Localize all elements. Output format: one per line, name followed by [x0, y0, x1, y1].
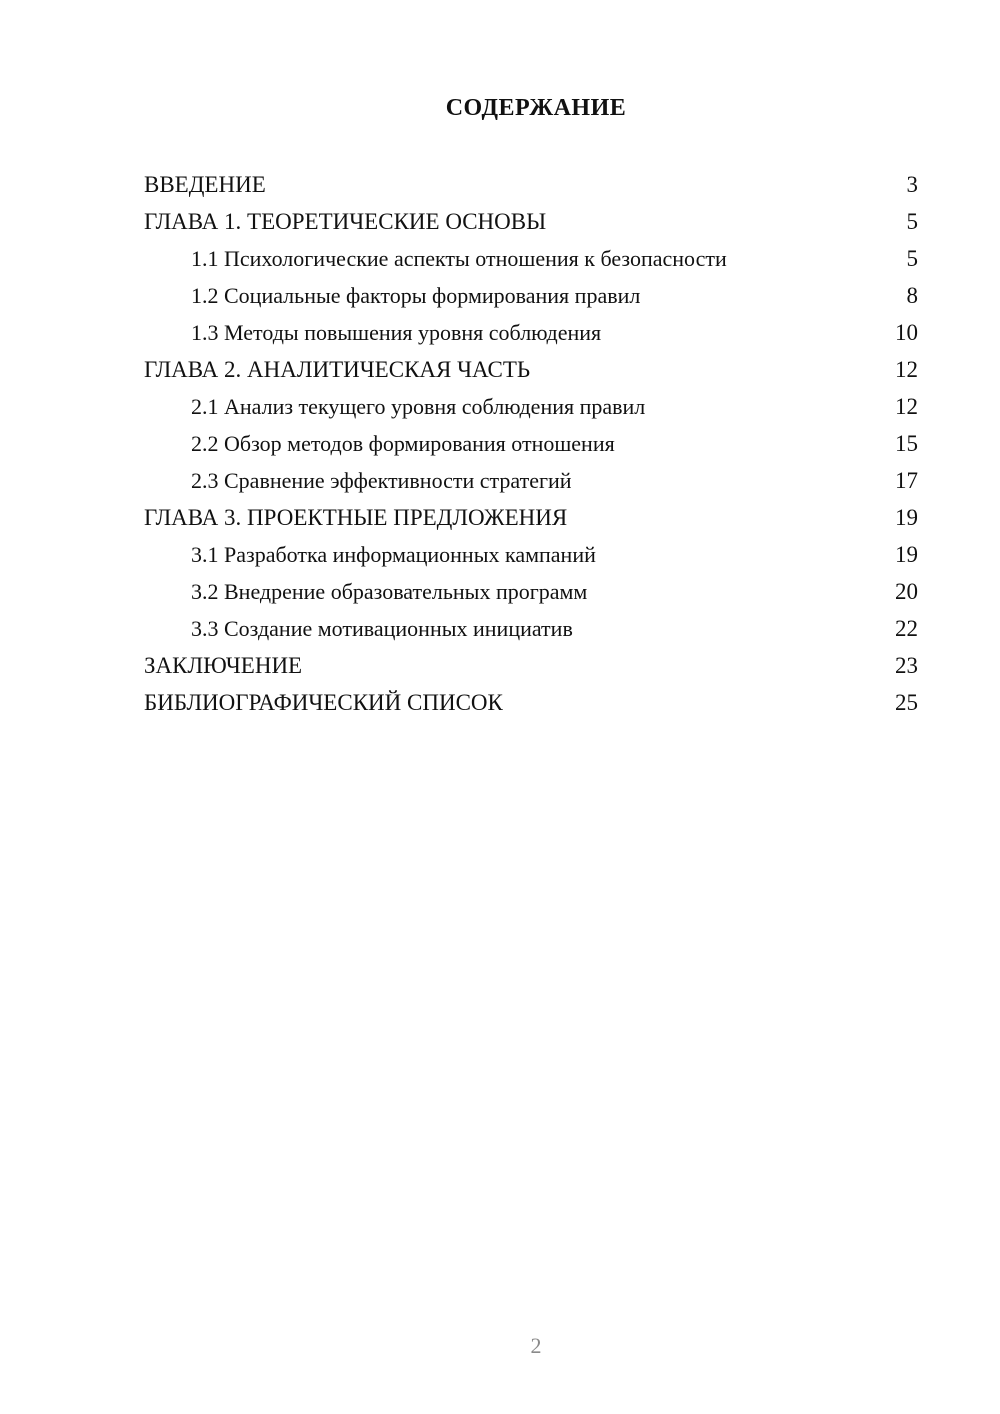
- toc-entry: [144, 351, 918, 388]
- toc-entry: [144, 647, 918, 684]
- toc-subentry-label: 2.2 Обзор методов формирования отношения: [191, 431, 615, 456]
- toc-subentry-page: 19: [895, 542, 918, 567]
- toc-entry-page: 12: [895, 357, 918, 382]
- toc-subentry: [144, 573, 918, 610]
- toc-subentry-page: 12: [895, 394, 918, 419]
- toc-subentry-label: 2.1 Анализ текущего уровня соблюдения правил: [191, 394, 646, 419]
- toc-subentry-label: 1.1 Психологические аспекты отношения к безопасности: [191, 246, 727, 271]
- page-number: 2: [530, 1333, 542, 1358]
- toc-entry-page: 3: [906, 172, 918, 197]
- toc-subentry-page: 20: [895, 579, 918, 604]
- toc-entry: [144, 166, 918, 203]
- toc-subentry: [144, 277, 918, 314]
- toc-entry-page: 5: [906, 209, 918, 234]
- toc-subentry: [144, 610, 918, 647]
- toc-subentry-page: 15: [895, 431, 918, 456]
- toc-entry-label: ВВЕДЕНИЕ: [144, 172, 266, 197]
- toc-subentry-page: 22: [895, 616, 918, 641]
- toc-subentry: [144, 388, 918, 425]
- toc-subentry-label: 3.3 Создание мотивационных инициатив: [191, 616, 573, 641]
- toc-subentry-page: 17: [895, 468, 918, 493]
- toc-entry-label: БИБЛИОГРАФИЧЕСКИЙ СПИСОК: [144, 690, 503, 715]
- toc-entry-label: ГЛАВА 2. АНАЛИТИЧЕСКАЯ ЧАСТЬ: [144, 357, 531, 382]
- toc-entry-page: 25: [895, 690, 918, 715]
- toc-subentry-label: 1.2 Социальные факторы формирования правил: [191, 283, 641, 308]
- toc-subentry-page: 5: [906, 246, 918, 271]
- toc-subentry: [144, 240, 918, 277]
- toc-entry-label: ГЛАВА 1. ТЕОРЕТИЧЕСКИЕ ОСНОВЫ: [144, 209, 547, 234]
- toc-subentry-label: 3.1 Разработка информационных кампаний: [191, 542, 596, 567]
- toc-subentry: [144, 462, 918, 499]
- toc-subentry-page: 10: [895, 320, 918, 345]
- toc-title: СОДЕРЖАНИЕ: [445, 95, 627, 121]
- toc-subentry-label: 2.3 Сравнение эффективности стратегий: [191, 468, 572, 493]
- toc-entry-page: 23: [895, 653, 918, 678]
- toc-entry: [144, 499, 918, 536]
- toc-subentry-label: 1.3 Методы повышения уровня соблюдения: [191, 320, 602, 345]
- toc-subentry-label: 3.2 Внедрение образовательных программ: [191, 579, 588, 604]
- toc-entry-label: ЗАКЛЮЧЕНИЕ: [144, 653, 303, 678]
- toc-entry-label: ГЛАВА 3. ПРОЕКТНЫЕ ПРЕДЛОЖЕНИЯ: [144, 505, 568, 530]
- toc-entry: [144, 203, 918, 240]
- toc-entry: [144, 684, 918, 721]
- toc-subentry: [144, 425, 918, 462]
- toc-subentry: [144, 536, 918, 573]
- toc-entry-page: 19: [895, 505, 918, 530]
- table-of-contents: [144, 166, 918, 721]
- toc-subentry-page: 8: [906, 283, 918, 308]
- toc-subentry: [144, 314, 918, 351]
